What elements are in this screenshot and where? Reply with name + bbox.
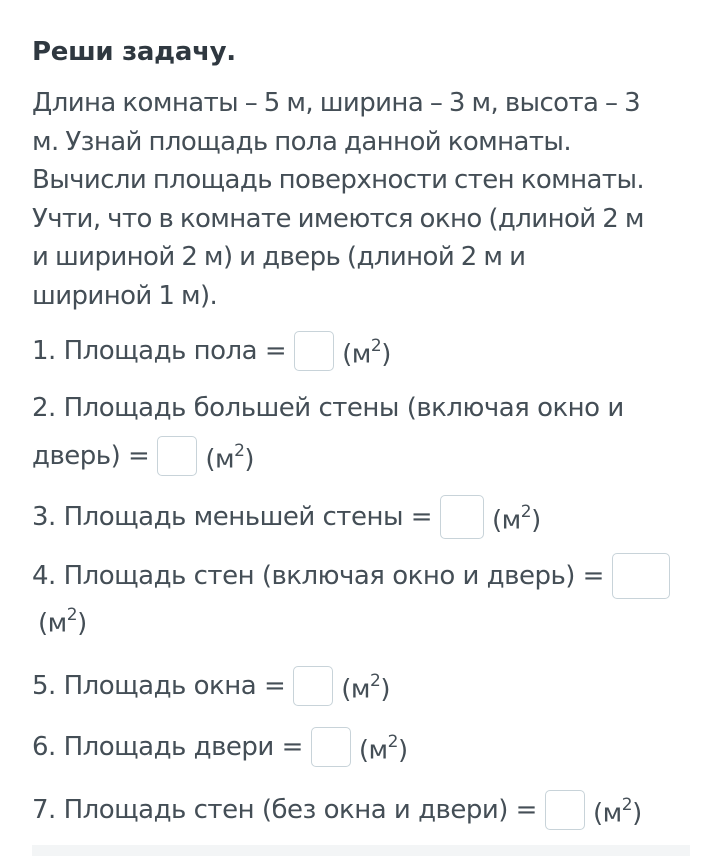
answer-label: 2. Площадь большей стены (включая окно и: [32, 393, 624, 423]
answer-label: 4. Площадь стен (включая окно и дверь) =: [32, 561, 604, 591]
task-text-line: Вычисли площадь поверхности стен комнаты.: [32, 165, 645, 195]
unit-label: $(м^2)$: [205, 440, 255, 475]
unit-label: $(м^2)$: [38, 604, 87, 639]
answer-label: 6. Площадь двери =: [32, 732, 303, 762]
answer-label: 1. Площадь пола =: [32, 336, 287, 366]
answer-item-walls-total: [32, 552, 678, 640]
unit-label: $(м^2)$: [492, 501, 541, 536]
task-title: Реши задачу.: [32, 37, 236, 67]
answer-item-walls-net: [32, 786, 642, 834]
task-text-line: м. Узнай площадь пола данной комнаты.: [32, 126, 572, 157]
task-text-line: шириной 1 м).: [32, 280, 218, 311]
answer-label-continuation: дверь) =: [32, 441, 150, 471]
answer-label: 5. Площадь окна =: [32, 671, 286, 701]
answer-item-door-area: [32, 723, 408, 771]
task-text: [32, 84, 692, 315]
task-text-line: Учти, что в комнате имеются окно (длиной 2 м: [32, 203, 644, 234]
answer-input-door-area[interactable]: [311, 727, 351, 767]
answer-input-window-area[interactable]: [293, 666, 333, 706]
unit-label: $(м^2)$: [341, 670, 390, 705]
answer-item-large-wall: [32, 384, 624, 480]
answer-input-walls-total[interactable]: [612, 553, 670, 599]
unit-label: $(м^2)$: [358, 731, 408, 766]
task-block: [32, 36, 692, 315]
answer-label: 7. Площадь стен (без окна и двери) =: [32, 795, 537, 825]
answer-item-floor-area: [32, 327, 391, 375]
answer-item-window-area: [32, 662, 390, 710]
answer-input-large-wall[interactable]: [157, 436, 197, 476]
answer-input-small-wall[interactable]: [440, 495, 484, 539]
unit-label: $(м^2)$: [592, 794, 642, 829]
answer-input-floor-area[interactable]: [294, 331, 334, 371]
answer-input-walls-net[interactable]: [545, 790, 585, 830]
unit-label: $(м^2)$: [342, 335, 391, 370]
footer-strip: [32, 845, 690, 856]
answer-label: 3. Площадь меньшей стены =: [32, 502, 433, 532]
task-text-line: и шириной 2 м) и дверь (длиной 2 м и: [32, 242, 526, 272]
answer-item-small-wall: [32, 493, 541, 541]
task-text-line: Длина комнаты – 5 м, ширина – 3 м, высота – 3: [32, 88, 641, 118]
